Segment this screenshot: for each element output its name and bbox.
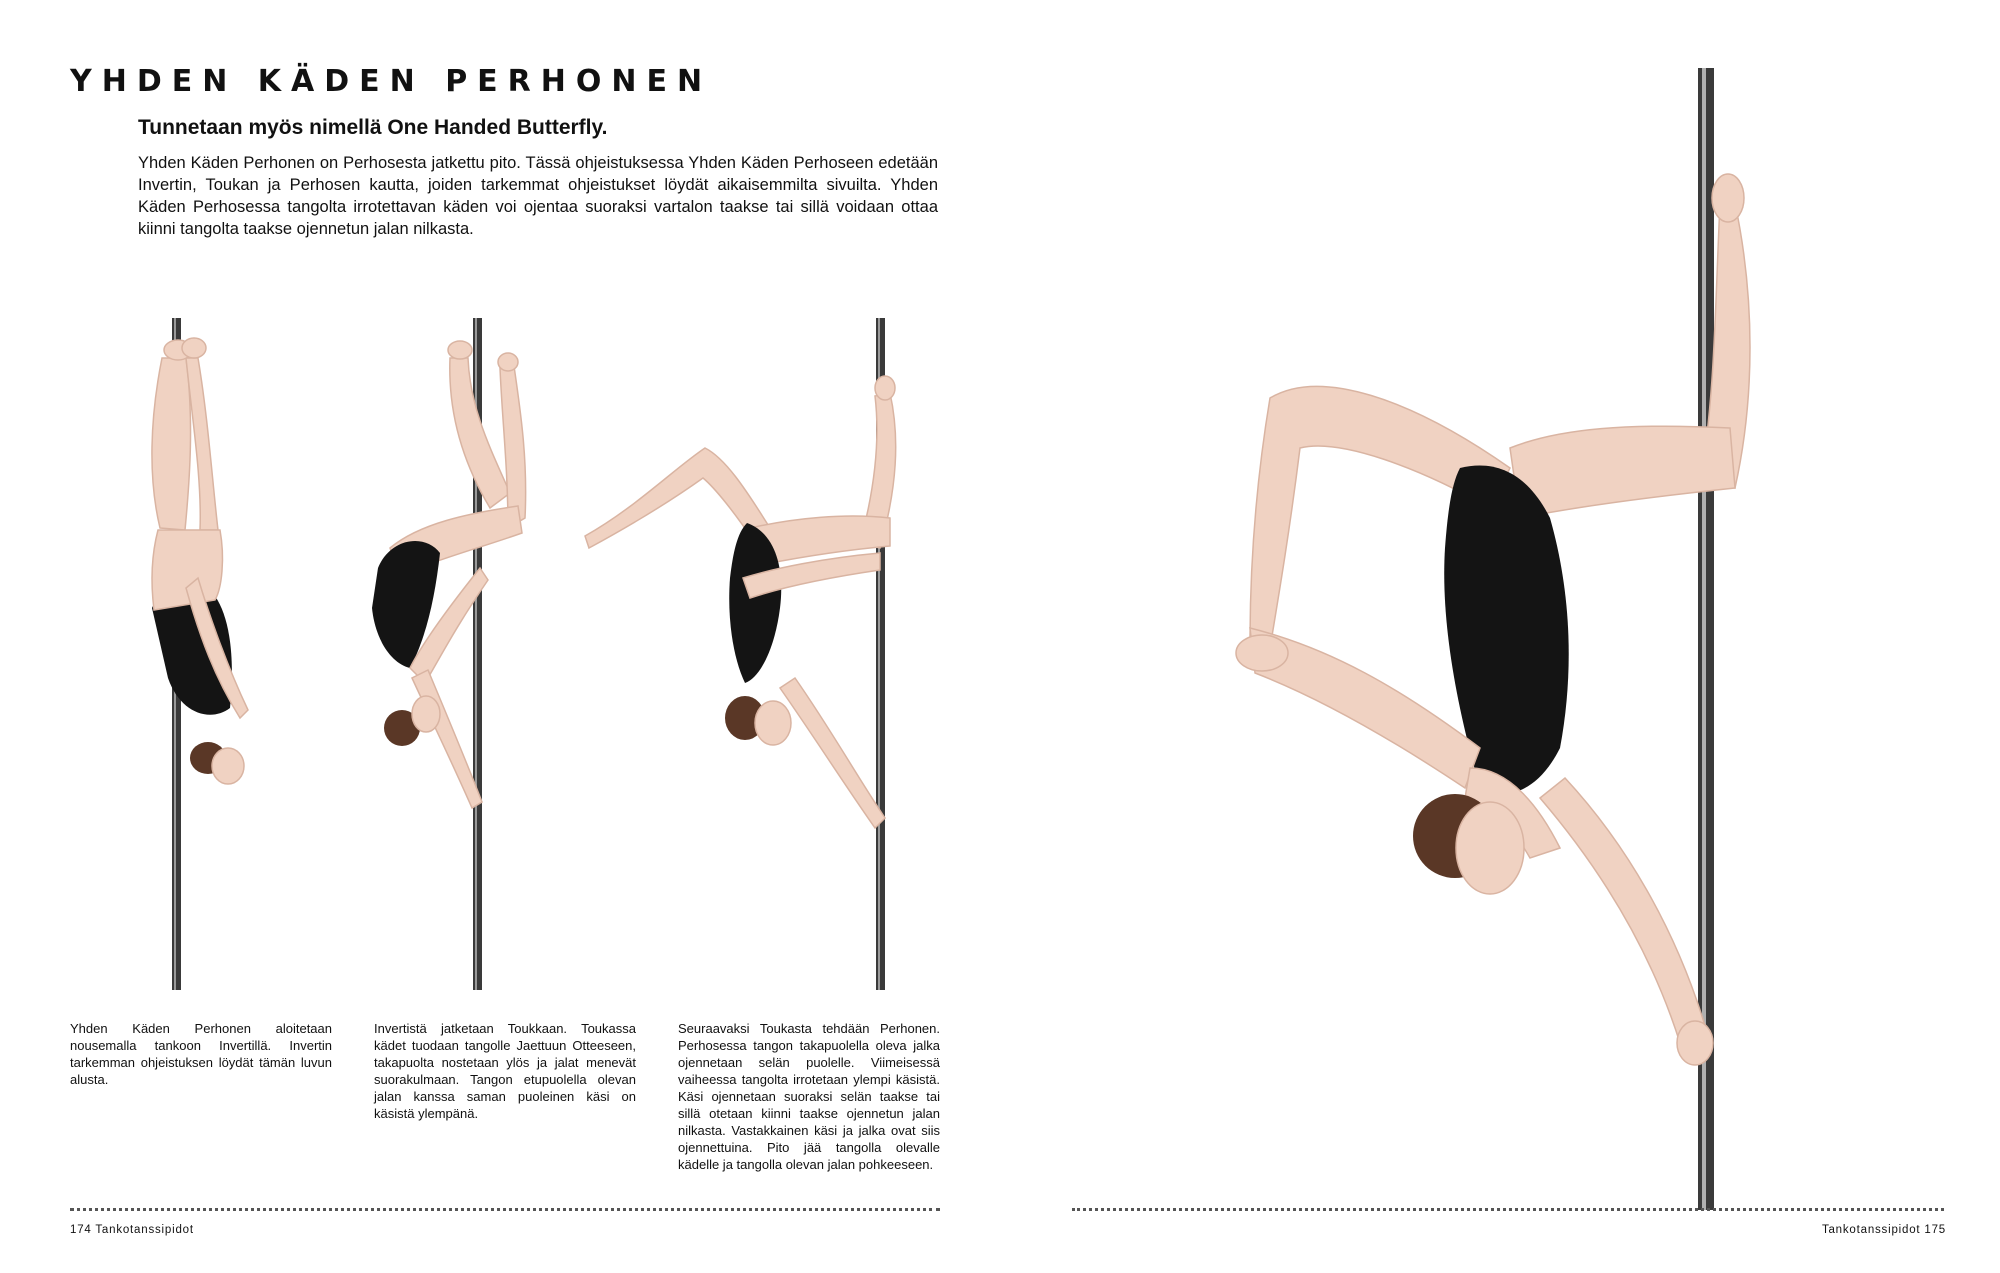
left-page-folio: 174 Tankotanssipidot	[70, 1224, 194, 1236]
intro-paragraph: Yhden Käden Perhonen on Perhosesta jatkettu pito. Tässä ohjeistuksessa Yhden Käden Perhoseen edetään Invertin, Toukan ja Perhosen kautta, joiden tarkemmat ohjeistukset löydät aikaisemmilta sivuilta. Yhden Käden Perhosessa tangolta irrotettavan käden voi ojentaa suoraksi vartalon taakse tai sillä voidaan ottaa kiinni tangolta taakse ojennetun jalan nilkasta.	[138, 154, 938, 238]
invert-photo	[90, 318, 280, 990]
right-page-folio: Tankotanssipidot 175	[1821, 1224, 1946, 1236]
caption-perhonen: Seuraavaksi Toukasta tehdään Perhonen. Perhosessa tangon takapuolella oleva jalka ojennetaan selän puolelle. Viimeisessä vaiheessa tangolta irrotetaan ylempi käsistä. Käsi ojennetaan suoraksi selän taakse tai sillä otetaan kiinni taakse ojennetun jalan nilkasta. Vastakkainen käsi ja jalka ovat siis ojennettuina. Pito jää tangolla olevalle kädelle ja tangolla olevan jalan pohkeeseen.	[678, 1021, 940, 1172]
caption-invert: Yhden Käden Perhonen aloitetaan nousemalla tankoon Invertillä. Invertin tarkemman ohjeistuksen löydät tämän luvun alusta.	[70, 1021, 332, 1087]
page-title: YHDEN KÄDEN PERHONEN	[70, 64, 713, 99]
caption-toukka: Invertistä jatketaan Toukkaan. Toukassa kädet tuodaan tangolle Jaettuun Otteeseen, takapuolta nostetaan ylös ja jalat menevät suorakulmaan. Tangon etupuolella olevan jalan kanssa saman puoleinen käsi on käsistä ylempänä.	[374, 1021, 636, 1121]
one-handed-butterfly-photo	[1210, 68, 1790, 1210]
left-page-rule	[70, 1208, 940, 1211]
perhonen-photo	[575, 318, 925, 990]
page-subtitle: Tunnetaan myös nimellä One Handed Butterfly.	[138, 116, 608, 139]
toukka-photo	[330, 318, 540, 990]
right-page-rule	[1072, 1208, 1944, 1211]
